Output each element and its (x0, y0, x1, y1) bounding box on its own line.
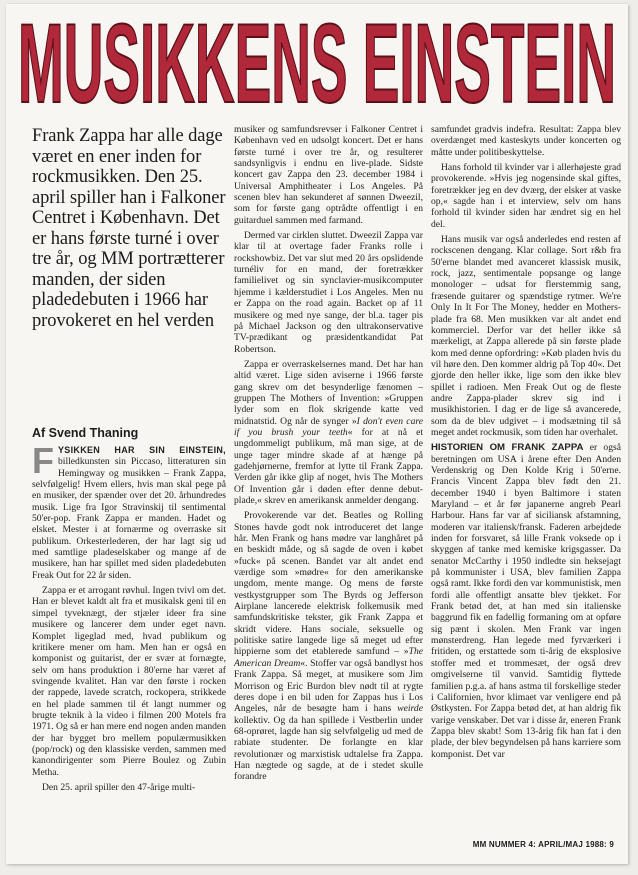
paragraph (234, 359, 423, 506)
paragraph: Hans forhold til kvinder var i allerhøjeste grad provokerende. »Hvis jeg nogensinde skal giftes, foretrækker jeg en dev dværg, der elsker at vaske op,« sagde han i et interview, selv om hans forhold til kvinder siden har ændret sig en hel del. (431, 162, 621, 230)
paragraph-text: «. Stoffer var også bandlyst hos Frank Zappa. Så meget, at musikere som Jim Morrison og Eric Burdon blev nødt til at rygte deres dope i en bil uden for Zappas hus i Los Angeles, når de besøgte ham i hans (234, 657, 423, 715)
paragraph-text: Zappa er overraskelsernes mand. Det har han altid været. Lige siden aviserne i 1966 første gang skrev om det besynderlige fænomen – gruppen The Mothers of Invention: »Gruppen lyder som en flok skrigende katte ved midnatstid. Og når de synger » (234, 358, 423, 427)
text-column-1 (32, 440, 226, 797)
page-footer: MM NUMMER 4: APRIL/MAJ 1988: 9 (472, 840, 614, 849)
paragraph: Dermed var cirklen sluttet. Dweezil Zappa var klar til at overtage fader Franks rolle i rockshowbiz. Det var slut med 20 års opslidende turnéliv for en mand, der foretrækker familielivet og sin synclavier-musikcomputer hjemme i kælderstudiet i Los Angeles. Men nu er Zappa on the road again. Backet op af 11 musikere og med nye sange, der bl.a. tager pis på Michael Jackson og den ultrakonservative TV-prædikant og præsidentkandidat Pat Robertson. (234, 230, 423, 355)
byline: Af Svend Thaning (32, 426, 139, 440)
paragraph: samfundet gradvis indefra. Resultat: Zappa blev overdænget med kasteskyts under koncerten og måtte under politibeskyttelse. (431, 124, 621, 158)
quote-italic: The American Dream (234, 646, 423, 669)
text-column-2 (234, 124, 423, 787)
paragraph-text: er også beretningen om USA i årene efter Den Anden Verdenskrig og Den Kolde Krig i 50'erne. Francis Vincent Zappa blev født den 21. december 1940 i byen Baltimore i staten Maryland – et år før japanerne angreb Pearl Harbour. Hans far var af siciliansk afstamning, moderen var italiensk/fransk. Faderen arbejdede inden for forsvaret, så lille Frank voksede op i skyggen af tanke med kemiske krigsgasser. Da senator McCarthy i 1950 indledte sin heksejagt på kommunister i USA, blev familien Zappa også ramt. Ikke fordi den var kommunistisk, men fordi alle offentligt ansatte blev tjekket. For Frank betød det, at han med sin italienske baggrund fik en fadellig formaning om at opføre sig pænt i skolen. Men Frank var ingen mønsterdreng. Han legede med fyrværkeri i fritiden, og erstattede som ti-årig de eksplosive stoffer med et trommesæt, der også drev omgivelserne til vanvid. Samtidig flyttede familien p.g.a. af hans astma til forskellige steder i Californien, hvor klimaet var venligere end på Østkysten. For Zappa betød det, at han aldrig fik varige venskaber. Det var i disse år, eneren Frank Zappa blev skabt! Som 13-årig fik han fat i den plade, der blev begyndelsen på hans karriere som komponist. Det var (431, 442, 621, 760)
headline-text: MUSIKKENS EINSTEIN (18, 10, 616, 114)
paragraph (431, 442, 621, 760)
dropcap: F (32, 440, 54, 481)
magazine-page (6, 4, 628, 864)
subheading: HISTORIEN OM FRANK ZAPPA (431, 442, 584, 454)
paragraph: Den 25. april spiller den 47-årige multi- (42, 781, 196, 793)
paragraph-text: billedkunsten sin Piccaso, litteraturen sin Hemingway og musikken – Frank Zappa, selvfølgelig! Hvem ellers, hvis man skal pege på en musiker, der spænder over det 20. århundredes musik. Lige fra Igor Stravinskij til sentimental 50'er-pop. Frank Zappa er manden. Hadet og elsket. Mester i at fornærme og overraske sit publikum. Orkesterlederen, der har lagt sig ud med samtlige pladeselskaber og mange af de musikere, han har spillet med siden pladedebuten Freak Out for 22 år siden. (32, 456, 226, 581)
opening-caps: YSIKKEN HAR SIN EINSTEIN, (58, 445, 226, 455)
text-column-3 (431, 124, 621, 764)
paragraph (234, 510, 423, 782)
quote-italic: weirde (397, 703, 423, 715)
paragraph (32, 440, 226, 581)
paragraph: Hans musik var også anderledes end resten af rockscenen dengang. Klar collage. Sort r&b fra 50'erne blandet med avanceret klassisk musik, rock, jazz, sentimentale popsange og lange monologer – udsat for flerstemmig sang, fræsende guitarer og spændstige rytmer. We're Only In It For The Money, hedder en Mothers-plade fra 68. Men musikken var alt andet end kommerciel. Derfor var det heller ikke så mærkeligt, at Zappa allerede på sin første plade kom med denne opfordring: »Køb pladen hvis du vil høre den. Den kommer aldrig på Top 40«. Det gjorde den heller ikke, lige som den ikke blev spillet i radioen. Men Freak Out og de fleste andre Zappa-plader skrev sig ind i musikhistorien. I dag er de lige så avancerede, som da de blev udgivet – i modsætning til så meget andet rockmusik, som tiden har overhalet. (431, 234, 621, 438)
headline-art (14, 10, 620, 114)
lead-paragraph: Frank Zappa har alle dage været en ener inden for rockmusikken. Den 25. april spiller han i Falkoner Centret i København. Det er hans første turné i over tre år, og MM portrætterer manden, der siden pladedebuten i 1966 har provokeret en hel verden (32, 126, 226, 331)
paragraph-text: Provokerende var det. Beatles og Rolling Stones havde godt nok introduceret det lange hår. Men Frank og hans mødre var langhåret på en beskidt måde, og så sagde de oven i købet »fuck« på scenen. Bandet var alt andet end værdige som »mødre« for den amerikanske ungdom, mente mange. Og mens de første vestkystgrupper som The Byrds og Jefferson Airplane lancerede elektrisk folkemusik med samfundskritiske tekster, gik Frank Zappa et skridt videre. Hans sociale, seksuelle og politiske satire langede lige så meget ud efter hippierne som det etablerede samfund – » (234, 510, 423, 658)
paragraph: musiker og samfundsrevser i Falkoner Centret i København ved en udsolgt koncert. Det er hans første turné i over tre år, og resulterer sandsynligvis i endnu en live-plade. Sidste koncert gav Zappa den 23. december 1984 i Universal Amphitheater i Los Angeles. På scenen blev han sekunderet af sønnen Dweezil, som for første gang optrådte offentligt i en guitarduel sammen med farmand. (234, 124, 423, 226)
paragraph-text: « for at nå et ungdommeligt publikum, må man sige, at de unge tager mindre skade af at hænge på gadehjørnerne, fremfor at lytte til Frank Zappa. Verden går ikke glip af noget, hvis The Mothers Of Invention går i døden efter denne debut-plade,« skrev en amerikansk anmelder dengang. (234, 426, 423, 506)
paragraph-text: kollektiv. Og da han spillede i Vestberlin under 68-oprøret, lagde han sig selvfølgelig ud med de rabiate studenter. De forlangte en klar revolutionær og marxistisk udtalelse fra Zappa. Han nægtede og sagde, at de i stedet skulle forandre (234, 714, 423, 783)
paragraph: Zappa er et arrogant røvhul. Ingen tvivl om det. Han er blevet kaldt alt fra et musikalsk geni til en simpel tyveknægt, der stjæler ideer fra sine musikere og lancerer dem under eget navn. Komplet ligeglad med, hvad publikum og kritikere mener om ham. Men han er også en komponist og guitarist, der er svær at fornægte, selv om hans produktion i 80'erne har været af svingende kvalitet. Han var den første i rocken der rappede, lavede scratch, rockopera, strikkede en hel plade sammen til ét langt nummer og brugte teknik à la video i filmen 200 Motels fra 1971. Og så er han mere end nogen anden manden der har bygget bro mellem populærmusikken (pop/rock) og den klassiske verden, sammen med kanondirigenter som Pierre Boulez og Zubin Metha. (32, 585, 226, 778)
headline (14, 10, 620, 114)
quote-italic: I don't even care if you brush your teeth (234, 415, 423, 438)
